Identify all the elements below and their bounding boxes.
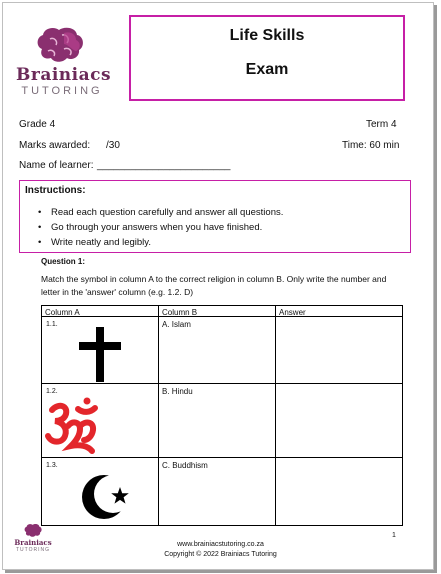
instruction-item: • Write neatly and legibly. <box>38 235 283 250</box>
logo-word-brainiacs: Brainiacs <box>16 65 112 85</box>
column-a-header: Column A <box>42 306 159 317</box>
table-row-1-religion <box>159 317 276 384</box>
exam-title: Exam <box>245 61 289 78</box>
marks-label: Marks awarded: <box>19 140 91 151</box>
instructions-list <box>38 205 283 250</box>
brainiacs-logo <box>16 25 112 99</box>
table-row-2-symbol <box>42 384 159 458</box>
question-text: Match the symbol in column A to the correct religion in column B. Only write the number and letter in the 'answer' column (e.g. 1.2. D) <box>41 274 387 297</box>
footer-logo-word-brainiacs: Brainiacs <box>14 538 52 547</box>
subject-title: Life Skills <box>229 27 305 44</box>
answer-header: Answer <box>276 306 403 317</box>
instruction-item: • Go through your answers when you have finished. <box>38 220 283 235</box>
brain-icon <box>34 25 86 65</box>
page-number: 1 <box>392 532 396 539</box>
row-number: 1.2. <box>46 388 58 395</box>
cross-icon <box>79 327 121 382</box>
instruction-item: • Read each question carefully and answer all questions. <box>38 205 283 220</box>
table-row-2-religion <box>159 384 276 458</box>
row-number: 1.3. <box>46 462 58 469</box>
religion-option: B. Hindu <box>162 387 193 396</box>
question-label: Question 1: <box>41 257 86 266</box>
brain-icon <box>22 523 44 538</box>
instructions-box <box>19 180 411 253</box>
time-label: Time: 60 min <box>342 140 400 151</box>
matching-table <box>41 305 403 526</box>
table-row-3-religion <box>159 458 276 526</box>
answer-cell-2[interactable] <box>276 384 403 458</box>
learner-name-label: Name of learner: <box>19 160 94 171</box>
grade-label: Grade 4 <box>19 119 56 130</box>
table-row-1-symbol <box>42 317 159 384</box>
religion-option: A. Islam <box>162 320 191 329</box>
marks-value: /30 <box>106 140 120 151</box>
religion-option: C. Buddhism <box>162 461 208 470</box>
title-box <box>129 15 405 101</box>
footer-copyright: Copyright © 2022 Brainiacs Tutoring <box>164 551 277 558</box>
crescent-star-icon <box>82 469 132 523</box>
answer-cell-3[interactable] <box>276 458 403 526</box>
term-label: Term 4 <box>366 119 397 130</box>
logo-word-tutoring: TUTORING <box>21 85 103 97</box>
learner-name-field[interactable]: ________________________ <box>97 160 231 171</box>
answer-cell-1[interactable] <box>276 317 403 384</box>
row-number: 1.1. <box>46 321 58 328</box>
column-b-header: Column B <box>159 306 276 317</box>
table-row-3-symbol <box>42 458 159 526</box>
footer-website-link[interactable]: www.brainiacstutoring.co.za <box>177 541 264 548</box>
om-icon <box>44 396 104 454</box>
instructions-title: Instructions: <box>25 185 86 196</box>
footer-logo-word-tutoring: TUTORING <box>15 547 51 553</box>
